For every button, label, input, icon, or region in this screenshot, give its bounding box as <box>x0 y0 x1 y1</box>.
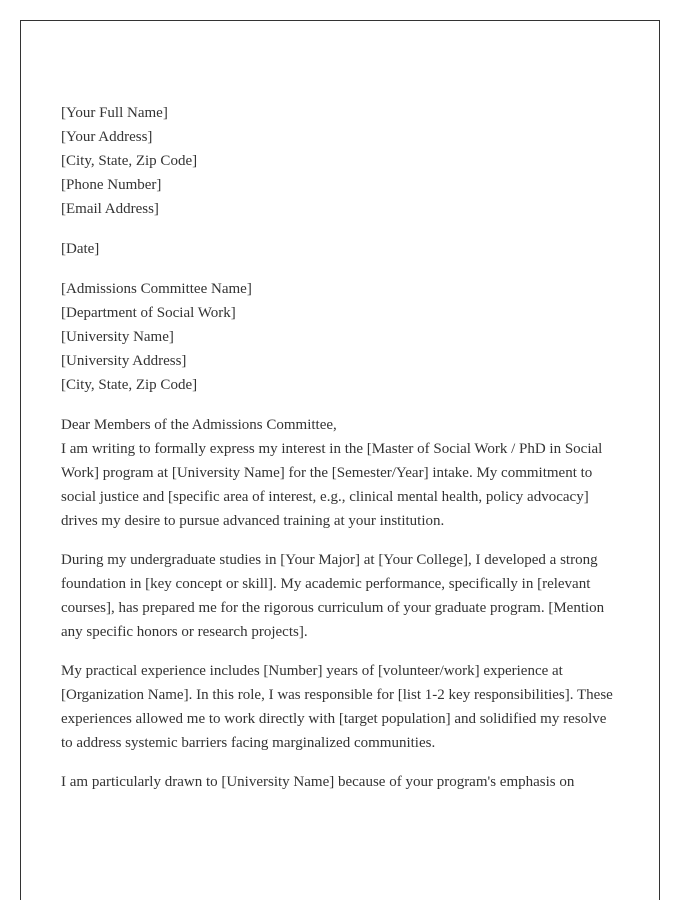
recipient-city-state-zip: [City, State, Zip Code] <box>61 377 198 393</box>
letter-page <box>20 20 660 900</box>
recipient-department: [Department of Social Work] <box>61 305 236 321</box>
recipient-block <box>61 277 621 397</box>
recipient-university: [University Name] <box>61 329 174 345</box>
letter-content <box>61 101 621 809</box>
body-paragraph: During my undergraduate studies in [Your Major] at [Your College], I developed a strong foundation in [key concept or skill]. My academic performance, specifically in [relevant courses], has prepared me for the rigorous curriculum of your graduate program. [Mention any specific honors or research projects]. <box>61 552 605 640</box>
sender-name: [Your Full Name] <box>61 105 168 121</box>
sender-email: [Email Address] <box>61 201 159 217</box>
body-paragraph: I am writing to formally express my interest in the [Master of Social Work / PhD in Social Work] program at [University Name] for the [Semester/Year] intake. My commitment to social justice and [specific area of interest, e.g., clinical mental health, policy advocacy] drives my desire to pursue advanced training at your institution. <box>61 441 603 529</box>
recipient-address: [University Address] <box>61 353 187 369</box>
date-block <box>61 237 621 261</box>
body-paragraph: My practical experience includes [Number] years of [volunteer/work] experience at [Organization Name]. In this role, I was responsible for [list 1-2 key responsibilities]. These experiences allowed me to work directly with [target population] and solidified my resolve to address systemic barriers facing marginalized communities. <box>61 663 613 751</box>
sender-phone: [Phone Number] <box>61 177 162 193</box>
sender-city-state-zip: [City, State, Zip Code] <box>61 153 198 169</box>
recipient-committee: [Admissions Committee Name] <box>61 281 252 297</box>
sender-address: [Your Address] <box>61 129 153 145</box>
letter-date: [Date] <box>61 241 100 257</box>
body-paragraph: I am particularly drawn to [University Name] because of your program's emphasis on <box>61 774 575 790</box>
salutation: Dear Members of the Admissions Committee, <box>61 417 337 433</box>
body-paragraph-1-group <box>61 413 621 533</box>
sender-block <box>61 101 621 221</box>
